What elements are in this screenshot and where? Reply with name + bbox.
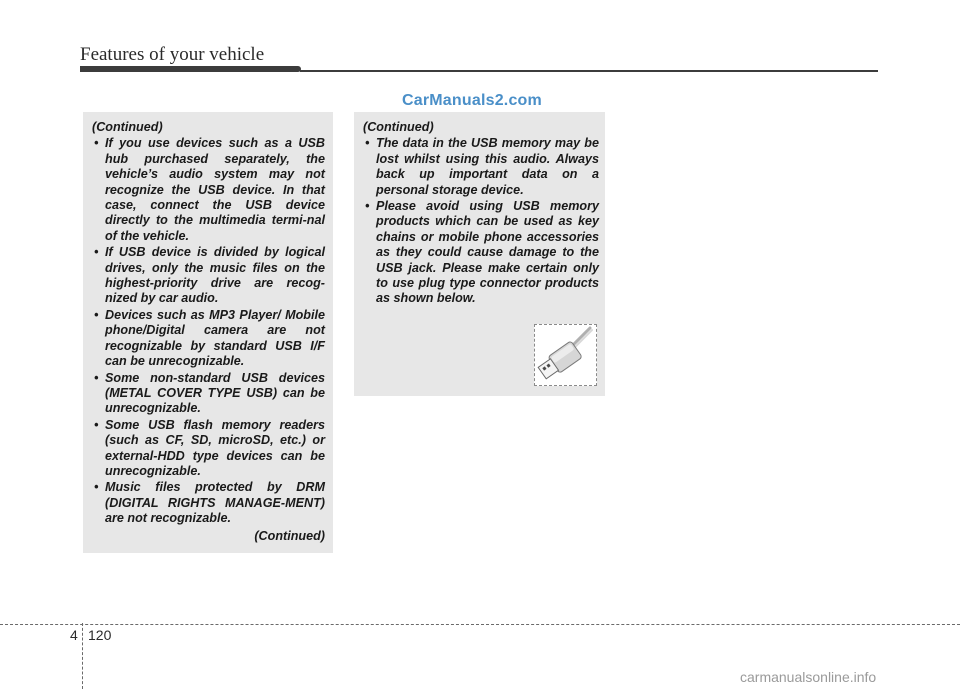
list-item: • If USB device is divided by logical drives, only the music files on the highest-priority drive are recog-nized by car audio. [92,245,325,307]
watermark-bottom: carmanualsonline.info [740,669,877,685]
list-item: • Music files protected by DRM (DIGITAL RIGHTS MANAGE-MENT) are not recognizable. [92,480,325,526]
right-bullet-list [363,136,599,306]
left-bullet-list [92,136,325,526]
header-thick-rule [80,66,301,72]
usb-illustration-frame [534,324,597,386]
page-number: 120 [88,627,112,643]
footer-dashed-rule [0,624,960,625]
list-item: • Devices such as MP3 Player/ Mobile phone/Digital camera are not recognizable by standard USB I/F can be unrecognizable. [92,308,325,370]
header-thin-rule [300,70,878,72]
chapter-number: 4 [70,627,78,643]
list-item: • Some USB flash memory readers (such as CF, SD, microSD, etc.) or external-HDD type devices can be unrecognizable. [92,418,325,480]
list-item: • If you use devices such as a USB hub purchased separately, the vehicle’s audio system may not recognize the USB device. In that case, connect the USB device directly to the multimedia termi-nal of the vehicle. [92,136,325,244]
continued-label-top: (Continued) [92,120,163,134]
footer-vertical-rule [82,623,83,689]
continued-label-top: (Continued) [363,120,434,134]
watermark-top: CarManuals2.com [402,92,542,109]
list-item: • Please avoid using USB memory products which can be used as key chains or mobile phone accessories as they could cause damage to the USB jack. Please make certain only to use plug type connector products as shown below. [363,199,599,307]
continued-label-bottom: (Continued) [254,528,325,543]
page-header-title: Features of your vehicle [80,44,265,65]
list-item: • Some non-standard USB devices (METAL COVER TYPE USB) can be unrecognizable. [92,371,325,417]
info-box-left [83,112,333,553]
list-item: • The data in the USB memory may be lost whilst using this audio. Always back up important data on a personal storage device. [363,136,599,198]
usb-flash-drive-icon [535,325,596,385]
